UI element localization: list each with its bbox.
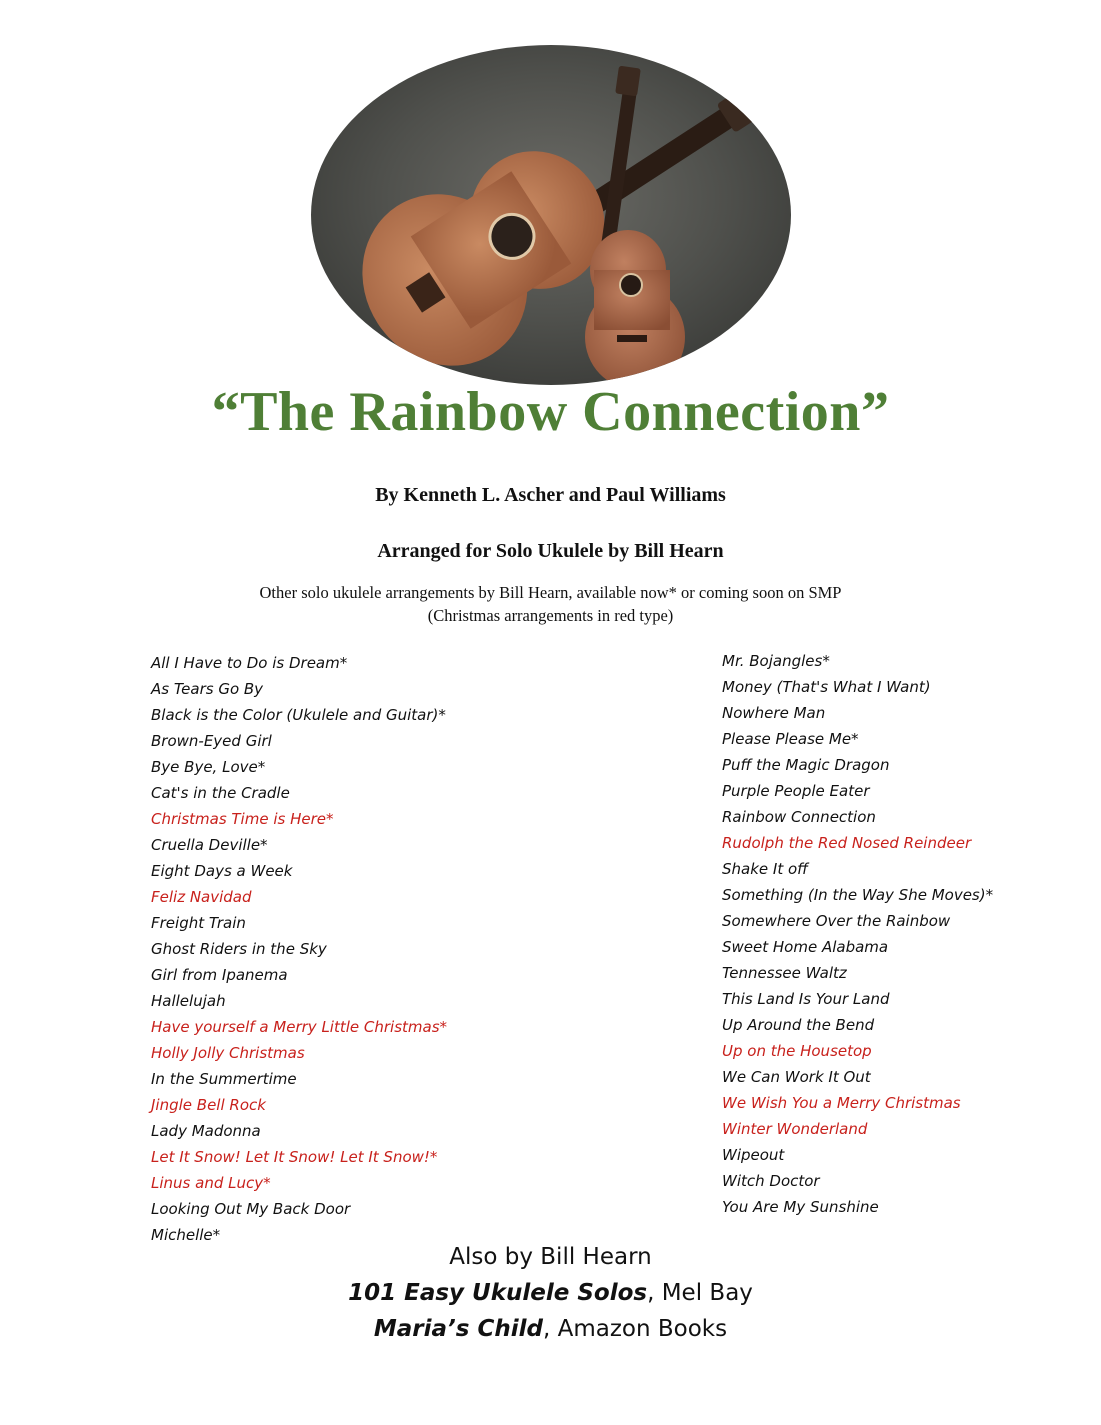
arrangement-item: Holly Jolly Christmas: [151, 1044, 305, 1062]
also-by-heading: Also by Bill Hearn: [449, 1244, 652, 1270]
arrangement-item: Eight Days a Week: [151, 862, 293, 880]
arrangement-item: Feliz Navidad: [151, 888, 252, 906]
arrangement-item: This Land Is Your Land: [722, 990, 890, 1008]
arrangement-item: Linus and Lucy*: [151, 1174, 271, 1192]
arrangement-item: Girl from Ipanema: [151, 966, 288, 984]
arrangement-item: Rudolph the Red Nosed Reindeer: [722, 834, 972, 852]
arrangement-item: Nowhere Man: [722, 704, 826, 722]
arrangement-item: Purple People Eater: [722, 782, 870, 800]
arrangement-item: Up on the Housetop: [722, 1042, 872, 1060]
arrangement-item: Freight Train: [151, 914, 246, 932]
arrangement-item: Puff the Magic Dragon: [722, 756, 890, 774]
arrangement-item: Black is the Color (Ukulele and Guitar)*: [151, 706, 446, 724]
arrangement-item: Wipeout: [722, 1146, 785, 1164]
arrangement-item: Let It Snow! Let It Snow! Let It Snow!*: [151, 1148, 438, 1166]
arrangement-item: Something (In the Way She Moves)*: [722, 886, 994, 904]
arrangement-item: Cat's in the Cradle: [151, 784, 290, 802]
arrangement-item: Please Please Me*: [722, 730, 859, 748]
book-publisher: , Amazon Books: [542, 1316, 728, 1342]
christmas-note: (Christmas arrangements in red type): [427, 606, 674, 625]
arrangement-item: Michelle*: [151, 1226, 221, 1244]
arrangement-item: In the Summertime: [151, 1070, 297, 1088]
arrangement-item: Sweet Home Alabama: [722, 938, 889, 956]
arrangement-item: Tennessee Waltz: [722, 964, 847, 982]
arrangement-item: Mr. Bojangles*: [722, 652, 830, 670]
arrangement-item: You Are My Sunshine: [722, 1198, 879, 1216]
arrangement-item: Lady Madonna: [151, 1122, 261, 1140]
arrangement-item: Cruella Deville*: [151, 836, 268, 854]
also-by-book: [0, 1316, 1101, 1342]
arrangement-item: Looking Out My Back Door: [151, 1200, 351, 1218]
guitar-ukulele-photo: [311, 45, 791, 385]
arrangement-item: We Wish You a Merry Christmas: [722, 1094, 961, 1112]
arrangement-item: Winter Wonderland: [722, 1120, 868, 1138]
arrangement-item: Christmas Time is Here*: [151, 810, 334, 828]
arrangement-item: As Tears Go By: [151, 680, 264, 698]
arrangement-item: Witch Doctor: [722, 1172, 820, 1190]
arrangement-item: Money (That's What I Want): [722, 678, 931, 696]
arrangement-item: Shake It off: [722, 860, 808, 878]
arrangement-list-left: [151, 650, 447, 1248]
arrangement-item: Up Around the Bend: [722, 1016, 875, 1034]
also-by-book: [0, 1280, 1101, 1306]
arrangement-item: Have yourself a Merry Little Christmas*: [151, 1018, 448, 1036]
other-arrangements-note: Other solo ukulele arrangements by Bill Hearn, available now* or coming soon on SMP: [259, 583, 842, 602]
arrangement-item: Brown-Eyed Girl: [151, 732, 272, 750]
arrangement-list-right: [722, 648, 993, 1220]
book-title: Maria’s Child: [373, 1316, 543, 1342]
arrangement-item: All I Have to Do is Dream*: [151, 654, 348, 672]
arrangement-item: Rainbow Connection: [722, 808, 876, 826]
arranger-credit: Arranged for Solo Ukulele by Bill Hearn: [377, 540, 724, 562]
arrangement-item: Bye Bye, Love*: [151, 758, 266, 776]
arrangement-item: We Can Work It Out: [722, 1068, 871, 1086]
book-title: 101 Easy Ukulele Solos: [348, 1280, 648, 1306]
book-publisher: , Mel Bay: [647, 1280, 753, 1306]
arrangement-item: Hallelujah: [151, 992, 226, 1010]
arrangement-item: Somewhere Over the Rainbow: [722, 912, 951, 930]
arrangement-item: Jingle Bell Rock: [151, 1096, 266, 1114]
composer-credit: By Kenneth L. Ascher and Paul Williams: [375, 484, 726, 506]
arrangement-item: Ghost Riders in the Sky: [151, 940, 327, 958]
page-title: “The Rainbow Connection”: [211, 381, 890, 443]
